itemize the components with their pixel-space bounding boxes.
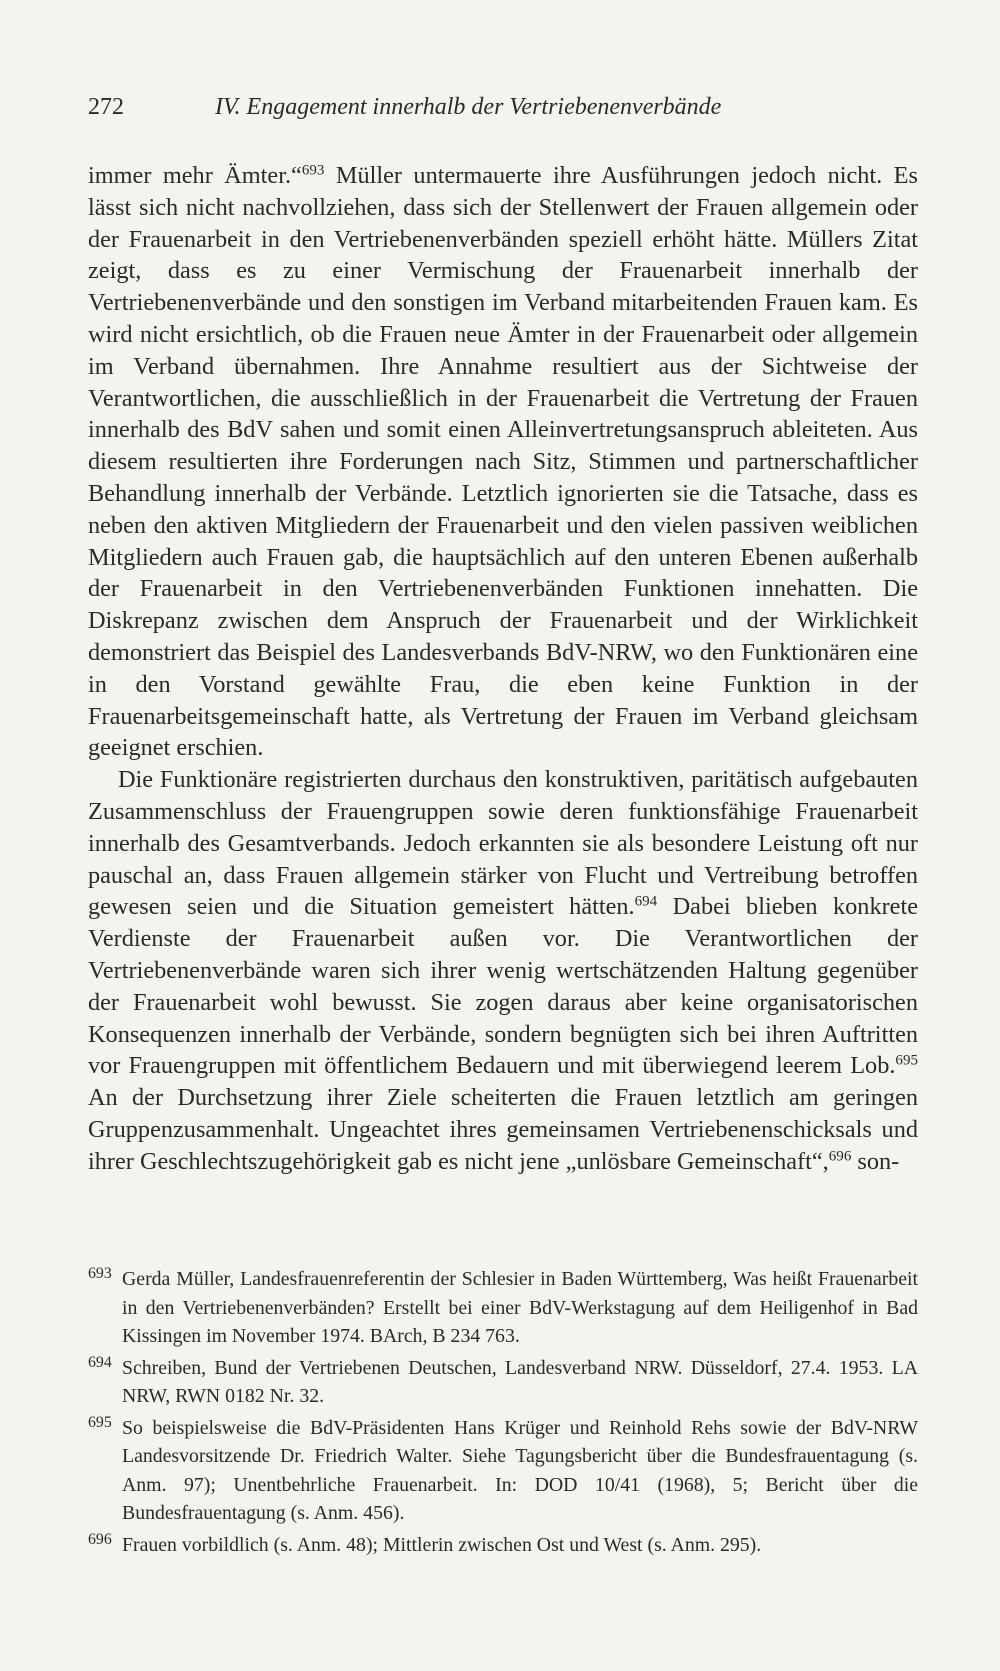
footnote-text: So beispielsweise die BdV-Präsidenten Hans Krüger und Reinhold Rehs sowie der BdV-NRW Landesvorsitzende Dr. Friedrich Walter. Siehe Tagungsbericht über die Bundesfrauentagung (s. Anm. 97); Unentbehrliche Frauenarbeit. In: DOD 10/41 (1968), 5; Bericht über die Bundesfrauentagung (s. Anm. 456). <box>122 1416 918 1524</box>
footnote-number: 695 <box>88 1413 112 1431</box>
footnote <box>88 1354 918 1411</box>
footnote-reference[interactable]: 695 <box>895 1053 918 1070</box>
footnote <box>88 1414 918 1528</box>
body-text <box>88 160 918 1178</box>
footnote-reference[interactable]: 696 <box>828 1148 852 1165</box>
footnote-text: Schreiben, Bund der Vertriebenen Deutschen, Landesverband NRW. Düsseldorf, 27.4. 1953. LA NRW, RWN 0182 Nr. 32. <box>122 1356 918 1407</box>
footnote-reference[interactable]: 694 <box>634 894 658 911</box>
footnote-text: Gerda Müller, Landesfrauenreferentin der Schlesier in Baden Württemberg, Was heißt Frauenarbeit in den Vertriebenenverbänden? Erstellt bei einer BdV-Werkstagung auf dem Heiligenhof in Bad Kissingen im November 1974. BArch, B 234 763. <box>122 1268 918 1347</box>
footnote <box>88 1531 918 1560</box>
text-run: Die Funktionäre registrierten durchaus den konstruktiven, paritätisch aufgebauten Zusammenschluss der Frauengruppen sowie deren funktionsfähige Frauenarbeit innerhalb des Gesamtverbands. Jedoch erkannten sie als besondere Leistung oft nur pauschal an, dass Frauen allgemein stärker von Flucht und Vertreibung betroffen gewesen seien und die Situation gemeistert hätten. <box>88 766 918 921</box>
running-head: IV. Engagement innerhalb der Vertriebenenverbände <box>215 94 722 120</box>
text-run: Dabei blieben konkrete Verdienste der Frauenarbeit außen vor. Die Verantwortlichen der Vertriebenenverbände waren sich ihrer wenig wertschätzenden Haltung gegenüber der Frauenarbeit wohl bewusst. Sie zogen daraus aber keine organisatorischen Konsequenzen innerhalb der Verbände, sondern begnügten sich bei ihren Auftritten vor Frauengruppen mit öffentlichem Bedauern und mit überwiegend leerem Lob. <box>88 893 918 1080</box>
footnote-number: 696 <box>88 1530 112 1548</box>
text-run: Müller untermauerte ihre Ausführungen jedoch nicht. Es lässt sich nicht nachvollziehen, dass sich der Stellenwert der Frauen allgemein oder der Frauenarbeit in den Vertriebenenverbänden speziell erhöht hätte. Müllers Zitat zeigt, dass es zu einer Vermischung der Frauenarbeit innerhalb der Vertriebenenverbände und den sonstigen im Verband mitarbeitenden Frauen kam. Es wird nicht ersichtlich, ob die Frauen neue Ämter in der Frauenarbeit oder allgemein im Verband übernahmen. Ihre Annahme resultiert aus der Sichtweise der Verantwortlichen, die ausschließlich in der Frauenarbeit die Vertretung der Frauen innerhalb des BdV sahen und somit einen Alleinvertretungsanspruch ableiteten. Aus diesem resultierten ihre Forderungen nach Sitz, Stimmen und partnerschaftlicher Behandlung innerhalb der Verbände. Letztlich ignorierten sie die Tatsache, dass es neben den aktiven Mitgliedern der Frauenarbeit und den vielen passiven weiblichen Mitgliedern auch Frauen gab, die hauptsächlich auf den unteren Ebenen außerhalb der Frauenarbeit in den Vertriebenenverbänden Funktionen innehatten. Die Diskrepanz zwischen dem Anspruch der Frauenarbeit und der Wirklichkeit demonstriert das Beispiel des Landesverbands BdV-NRW, wo den Funktionären eine in den Vorstand gewählte Frau, die eben keine Funktion in der Frauenarbeitsgemeinschaft hatte, als Vertretung der Frauen im Verband gleichsam geeignet erschien. <box>88 162 918 762</box>
page-header <box>88 94 918 134</box>
footnote-number: 694 <box>88 1353 112 1371</box>
paragraph <box>88 160 918 764</box>
footnote-text: Frauen vorbildlich (s. Anm. 48); Mittlerin zwischen Ost und West (s. Anm. 295). <box>122 1533 762 1556</box>
footnotes <box>88 1265 918 1562</box>
paragraph <box>88 764 918 1177</box>
text-run: son- <box>851 1147 900 1175</box>
footnote-reference[interactable]: 693 <box>301 162 325 179</box>
footnote <box>88 1265 918 1351</box>
text-run: immer mehr Ämter.“ <box>88 162 302 189</box>
text-run: An der Durchsetzung ihrer Ziele scheiterten die Frauen letztlich am geringen Gruppenzusammenhalt. Ungeachtet ihres gemeinsamen Vertriebenenschicksals und ihrer Geschlechtszugehörigkeit gab es nicht jene „unlösbare Gemeinschaft“, <box>88 1084 918 1175</box>
footnote-number: 693 <box>88 1265 112 1282</box>
page-number: 272 <box>88 94 124 120</box>
